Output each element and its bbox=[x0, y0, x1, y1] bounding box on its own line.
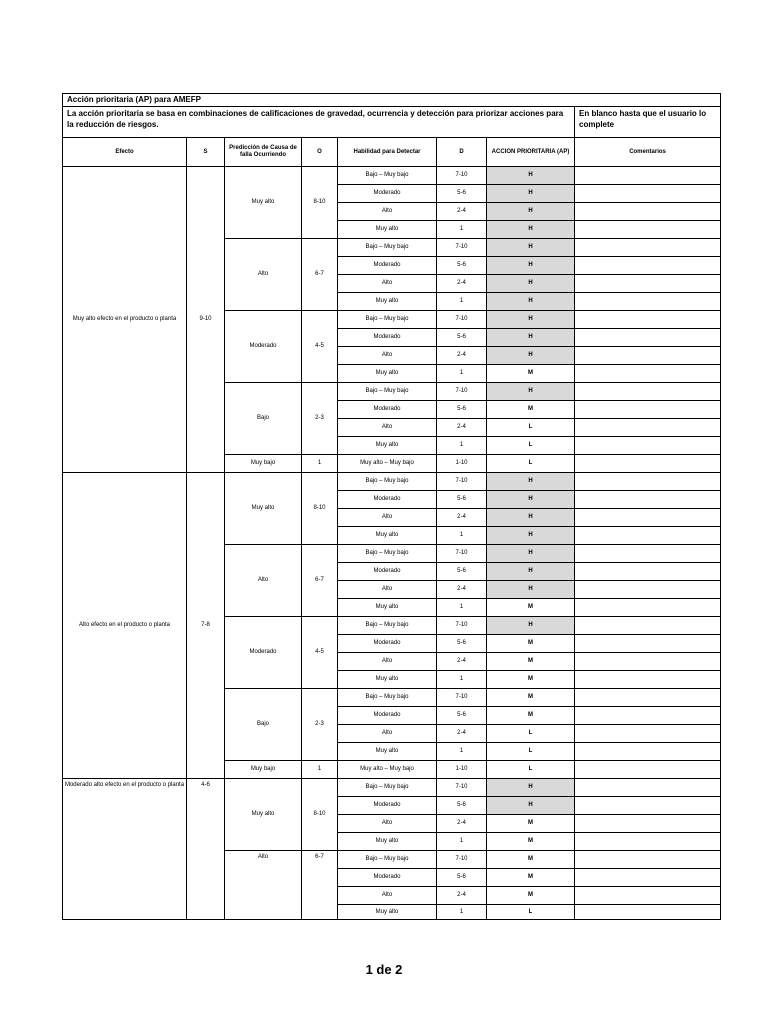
habilidad-cell: Bajo – Muy bajo bbox=[338, 383, 437, 401]
table-row bbox=[63, 473, 721, 491]
comentarios-cell[interactable] bbox=[575, 437, 721, 455]
d-cell: 2-4 bbox=[437, 347, 487, 365]
d-cell: 2-4 bbox=[437, 419, 487, 437]
comentarios-cell[interactable] bbox=[575, 365, 721, 383]
habilidad-cell: Muy alto bbox=[338, 671, 437, 689]
comentarios-cell[interactable] bbox=[575, 779, 721, 797]
habilidad-cell: Muy alto – Muy bajo bbox=[338, 455, 437, 473]
habilidad-cell: Moderado bbox=[338, 797, 437, 815]
habilidad-cell: Alto bbox=[338, 815, 437, 833]
ap-cell: M bbox=[487, 815, 575, 833]
comentarios-cell[interactable] bbox=[575, 887, 721, 905]
prediccion-cell: Bajo bbox=[225, 689, 302, 761]
o-cell: 4-5 bbox=[302, 311, 338, 383]
prediccion-cell: Bajo bbox=[225, 383, 302, 455]
ap-cell: H bbox=[487, 167, 575, 185]
comentarios-cell[interactable] bbox=[575, 725, 721, 743]
comentarios-cell[interactable] bbox=[575, 635, 721, 653]
ap-cell: H bbox=[487, 311, 575, 329]
header-habilidad: Habilidad para Detectar bbox=[338, 138, 437, 167]
comentarios-cell[interactable] bbox=[575, 203, 721, 221]
habilidad-cell: Bajo – Muy bajo bbox=[338, 311, 437, 329]
document-description: La acción prioritaria se basa en combinaciones de calificaciones de gravedad, ocurrencia y detección para priorizar acciones para la reducción de riesgos. bbox=[63, 107, 575, 138]
ap-cell: H bbox=[487, 797, 575, 815]
ap-cell: H bbox=[487, 491, 575, 509]
comentarios-cell[interactable] bbox=[575, 347, 721, 365]
o-cell: 6-7 bbox=[302, 545, 338, 617]
ap-cell: H bbox=[487, 185, 575, 203]
o-cell: 1 bbox=[302, 761, 338, 779]
habilidad-cell: Muy alto bbox=[338, 905, 437, 920]
d-cell: 5-6 bbox=[437, 491, 487, 509]
habilidad-cell: Bajo – Muy bajo bbox=[338, 545, 437, 563]
prediccion-cell: Moderado bbox=[225, 311, 302, 383]
comentarios-cell[interactable] bbox=[575, 833, 721, 851]
habilidad-cell: Alto bbox=[338, 653, 437, 671]
comentarios-cell[interactable] bbox=[575, 167, 721, 185]
ap-cell: H bbox=[487, 347, 575, 365]
blank-note: En blanco hasta que el usuario lo complete bbox=[575, 107, 721, 138]
prediccion-cell: Muy alto bbox=[225, 167, 302, 239]
ap-cell: H bbox=[487, 617, 575, 635]
d-cell: 2-4 bbox=[437, 815, 487, 833]
ap-cell: M bbox=[487, 635, 575, 653]
habilidad-cell: Bajo – Muy bajo bbox=[338, 779, 437, 797]
d-cell: 1 bbox=[437, 293, 487, 311]
habilidad-cell: Muy alto bbox=[338, 833, 437, 851]
ap-cell: H bbox=[487, 581, 575, 599]
habilidad-cell: Bajo – Muy bajo bbox=[338, 689, 437, 707]
s-cell: 7-8 bbox=[187, 473, 225, 779]
d-cell: 1-10 bbox=[437, 761, 487, 779]
table-row bbox=[63, 779, 721, 797]
comentarios-cell[interactable] bbox=[575, 671, 721, 689]
ap-cell: L bbox=[487, 419, 575, 437]
prediccion-cell: Alto bbox=[225, 545, 302, 617]
ap-cell: M bbox=[487, 707, 575, 725]
efecto-cell: Alto efecto en el producto o planta bbox=[63, 473, 187, 779]
d-cell: 1 bbox=[437, 599, 487, 617]
header-prediccion: Predicción de Causa de falla Ocurriendo bbox=[225, 138, 302, 167]
d-cell: 5-6 bbox=[437, 401, 487, 419]
comentarios-cell[interactable] bbox=[575, 455, 721, 473]
header-s: S bbox=[187, 138, 225, 167]
d-cell: 7-10 bbox=[437, 167, 487, 185]
ap-cell: L bbox=[487, 437, 575, 455]
habilidad-cell: Moderado bbox=[338, 707, 437, 725]
ap-cell: M bbox=[487, 851, 575, 869]
prediccion-cell: Alto bbox=[225, 851, 302, 920]
prediccion-cell: Muy bajo bbox=[225, 761, 302, 779]
page-number: 1 de 2 bbox=[365, 962, 403, 977]
comentarios-cell[interactable] bbox=[575, 905, 721, 920]
o-cell: 2-3 bbox=[302, 383, 338, 455]
comentarios-cell[interactable] bbox=[575, 257, 721, 275]
habilidad-cell: Moderado bbox=[338, 491, 437, 509]
s-cell: 4-6 bbox=[187, 779, 225, 920]
comentarios-cell[interactable] bbox=[575, 527, 721, 545]
header-row bbox=[63, 138, 721, 167]
habilidad-cell: Muy alto bbox=[338, 743, 437, 761]
ap-cell: H bbox=[487, 329, 575, 347]
comentarios-cell[interactable] bbox=[575, 491, 721, 509]
d-cell: 5-6 bbox=[437, 257, 487, 275]
d-cell: 1 bbox=[437, 833, 487, 851]
d-cell: 7-10 bbox=[437, 239, 487, 257]
d-cell: 7-10 bbox=[437, 617, 487, 635]
comentarios-cell[interactable] bbox=[575, 473, 721, 491]
prediccion-cell: Moderado bbox=[225, 617, 302, 689]
d-cell: 1 bbox=[437, 527, 487, 545]
comentarios-cell[interactable] bbox=[575, 509, 721, 527]
ap-cell: M bbox=[487, 833, 575, 851]
header-o: O bbox=[302, 138, 338, 167]
comentarios-cell[interactable] bbox=[575, 689, 721, 707]
d-cell: 2-4 bbox=[437, 275, 487, 293]
habilidad-cell: Muy alto bbox=[338, 527, 437, 545]
document-title: Acción prioritaria (AP) para AMEFP bbox=[63, 94, 721, 107]
header-accion: ACCION PRIORITARIA (AP) bbox=[487, 138, 575, 167]
d-cell: 5-6 bbox=[437, 185, 487, 203]
d-cell: 7-10 bbox=[437, 473, 487, 491]
d-cell: 5-6 bbox=[437, 707, 487, 725]
comentarios-cell[interactable] bbox=[575, 563, 721, 581]
ap-cell: L bbox=[487, 743, 575, 761]
comentarios-cell[interactable] bbox=[575, 707, 721, 725]
habilidad-cell: Muy alto bbox=[338, 293, 437, 311]
d-cell: 1 bbox=[437, 671, 487, 689]
d-cell: 5-6 bbox=[437, 797, 487, 815]
ap-cell: M bbox=[487, 401, 575, 419]
ap-cell: H bbox=[487, 239, 575, 257]
comentarios-cell[interactable] bbox=[575, 383, 721, 401]
comentarios-cell[interactable] bbox=[575, 545, 721, 563]
d-cell: 7-10 bbox=[437, 851, 487, 869]
ap-cell: L bbox=[487, 761, 575, 779]
ap-table bbox=[62, 93, 721, 920]
d-cell: 2-4 bbox=[437, 509, 487, 527]
comentarios-cell[interactable] bbox=[575, 239, 721, 257]
ap-cell: L bbox=[487, 905, 575, 920]
comentarios-cell[interactable] bbox=[575, 851, 721, 869]
o-cell: 6-7 bbox=[302, 239, 338, 311]
ap-cell: H bbox=[487, 527, 575, 545]
ap-cell: H bbox=[487, 563, 575, 581]
comentarios-cell[interactable] bbox=[575, 311, 721, 329]
d-cell: 2-4 bbox=[437, 887, 487, 905]
habilidad-cell: Muy alto bbox=[338, 599, 437, 617]
d-cell: 5-6 bbox=[437, 635, 487, 653]
ap-cell: M bbox=[487, 653, 575, 671]
ap-cell: H bbox=[487, 257, 575, 275]
table-row bbox=[63, 167, 721, 185]
comentarios-cell[interactable] bbox=[575, 599, 721, 617]
ap-cell: M bbox=[487, 599, 575, 617]
ap-cell: L bbox=[487, 725, 575, 743]
habilidad-cell: Alto bbox=[338, 203, 437, 221]
efecto-cell: Muy alto efecto en el producto o planta bbox=[63, 167, 187, 473]
ap-cell: M bbox=[487, 869, 575, 887]
ap-cell: H bbox=[487, 545, 575, 563]
d-cell: 2-4 bbox=[437, 653, 487, 671]
habilidad-cell: Muy alto bbox=[338, 437, 437, 455]
ap-cell: H bbox=[487, 779, 575, 797]
comentarios-cell[interactable] bbox=[575, 797, 721, 815]
prediccion-cell: Muy alto bbox=[225, 779, 302, 851]
d-cell: 1 bbox=[437, 743, 487, 761]
comentarios-cell[interactable] bbox=[575, 419, 721, 437]
habilidad-cell: Alto bbox=[338, 419, 437, 437]
o-cell: 4-5 bbox=[302, 617, 338, 689]
habilidad-cell: Moderado bbox=[338, 635, 437, 653]
habilidad-cell: Moderado bbox=[338, 329, 437, 347]
habilidad-cell: Moderado bbox=[338, 257, 437, 275]
prediccion-cell: Muy alto bbox=[225, 473, 302, 545]
d-cell: 2-4 bbox=[437, 203, 487, 221]
efecto-cell: Moderado alto efecto en el producto o planta bbox=[63, 779, 187, 920]
comentarios-cell[interactable] bbox=[575, 761, 721, 779]
habilidad-cell: Bajo – Muy bajo bbox=[338, 239, 437, 257]
d-cell: 5-6 bbox=[437, 869, 487, 887]
habilidad-cell: Muy alto bbox=[338, 221, 437, 239]
comentarios-cell[interactable] bbox=[575, 401, 721, 419]
ap-cell: L bbox=[487, 455, 575, 473]
habilidad-cell: Alto bbox=[338, 347, 437, 365]
ap-cell: M bbox=[487, 887, 575, 905]
ap-cell: H bbox=[487, 509, 575, 527]
d-cell: 7-10 bbox=[437, 779, 487, 797]
habilidad-cell: Bajo – Muy bajo bbox=[338, 473, 437, 491]
d-cell: 1 bbox=[437, 437, 487, 455]
d-cell: 5-6 bbox=[437, 563, 487, 581]
d-cell: 7-10 bbox=[437, 689, 487, 707]
s-cell: 9-10 bbox=[187, 167, 225, 473]
ap-cell: H bbox=[487, 275, 575, 293]
d-cell: 5-6 bbox=[437, 329, 487, 347]
d-cell: 7-10 bbox=[437, 311, 487, 329]
d-cell: 1-10 bbox=[437, 455, 487, 473]
comentarios-cell[interactable] bbox=[575, 293, 721, 311]
habilidad-cell: Bajo – Muy bajo bbox=[338, 617, 437, 635]
habilidad-cell: Muy alto bbox=[338, 365, 437, 383]
comentarios-cell[interactable] bbox=[575, 815, 721, 833]
ap-cell: H bbox=[487, 221, 575, 239]
o-cell: 8-10 bbox=[302, 167, 338, 239]
o-cell: 1 bbox=[302, 455, 338, 473]
header-comentarios: Comentarios bbox=[575, 138, 721, 167]
header-d: D bbox=[437, 138, 487, 167]
d-cell: 1 bbox=[437, 365, 487, 383]
d-cell: 1 bbox=[437, 221, 487, 239]
comentarios-cell[interactable] bbox=[575, 221, 721, 239]
prediccion-cell: Muy bajo bbox=[225, 455, 302, 473]
d-cell: 7-10 bbox=[437, 383, 487, 401]
habilidad-cell: Alto bbox=[338, 581, 437, 599]
habilidad-cell: Alto bbox=[338, 887, 437, 905]
o-cell: 8-10 bbox=[302, 473, 338, 545]
ap-cell: M bbox=[487, 671, 575, 689]
comentarios-cell[interactable] bbox=[575, 185, 721, 203]
habilidad-cell: Alto bbox=[338, 275, 437, 293]
ap-cell: H bbox=[487, 293, 575, 311]
ap-cell: M bbox=[487, 365, 575, 383]
habilidad-cell: Bajo – Muy bajo bbox=[338, 851, 437, 869]
comentarios-cell[interactable] bbox=[575, 653, 721, 671]
comentarios-cell[interactable] bbox=[575, 617, 721, 635]
o-cell: 6-7 bbox=[302, 851, 338, 920]
d-cell: 1 bbox=[437, 905, 487, 920]
habilidad-cell: Alto bbox=[338, 509, 437, 527]
habilidad-cell: Muy alto – Muy bajo bbox=[338, 761, 437, 779]
habilidad-cell: Moderado bbox=[338, 563, 437, 581]
ap-cell: H bbox=[487, 203, 575, 221]
ap-cell: H bbox=[487, 473, 575, 491]
prediccion-cell: Alto bbox=[225, 239, 302, 311]
d-cell: 2-4 bbox=[437, 725, 487, 743]
habilidad-cell: Moderado bbox=[338, 185, 437, 203]
header-efecto: Efecto bbox=[63, 138, 187, 167]
comentarios-cell[interactable] bbox=[575, 581, 721, 599]
comentarios-cell[interactable] bbox=[575, 275, 721, 293]
comentarios-cell[interactable] bbox=[575, 329, 721, 347]
habilidad-cell: Bajo – Muy bajo bbox=[338, 167, 437, 185]
d-cell: 2-4 bbox=[437, 581, 487, 599]
o-cell: 2-3 bbox=[302, 689, 338, 761]
comentarios-cell[interactable] bbox=[575, 869, 721, 887]
ap-cell: H bbox=[487, 383, 575, 401]
ap-cell: M bbox=[487, 689, 575, 707]
comentarios-cell[interactable] bbox=[575, 743, 721, 761]
habilidad-cell: Moderado bbox=[338, 869, 437, 887]
habilidad-cell: Moderado bbox=[338, 401, 437, 419]
d-cell: 7-10 bbox=[437, 545, 487, 563]
habilidad-cell: Alto bbox=[338, 725, 437, 743]
o-cell: 8-10 bbox=[302, 779, 338, 851]
